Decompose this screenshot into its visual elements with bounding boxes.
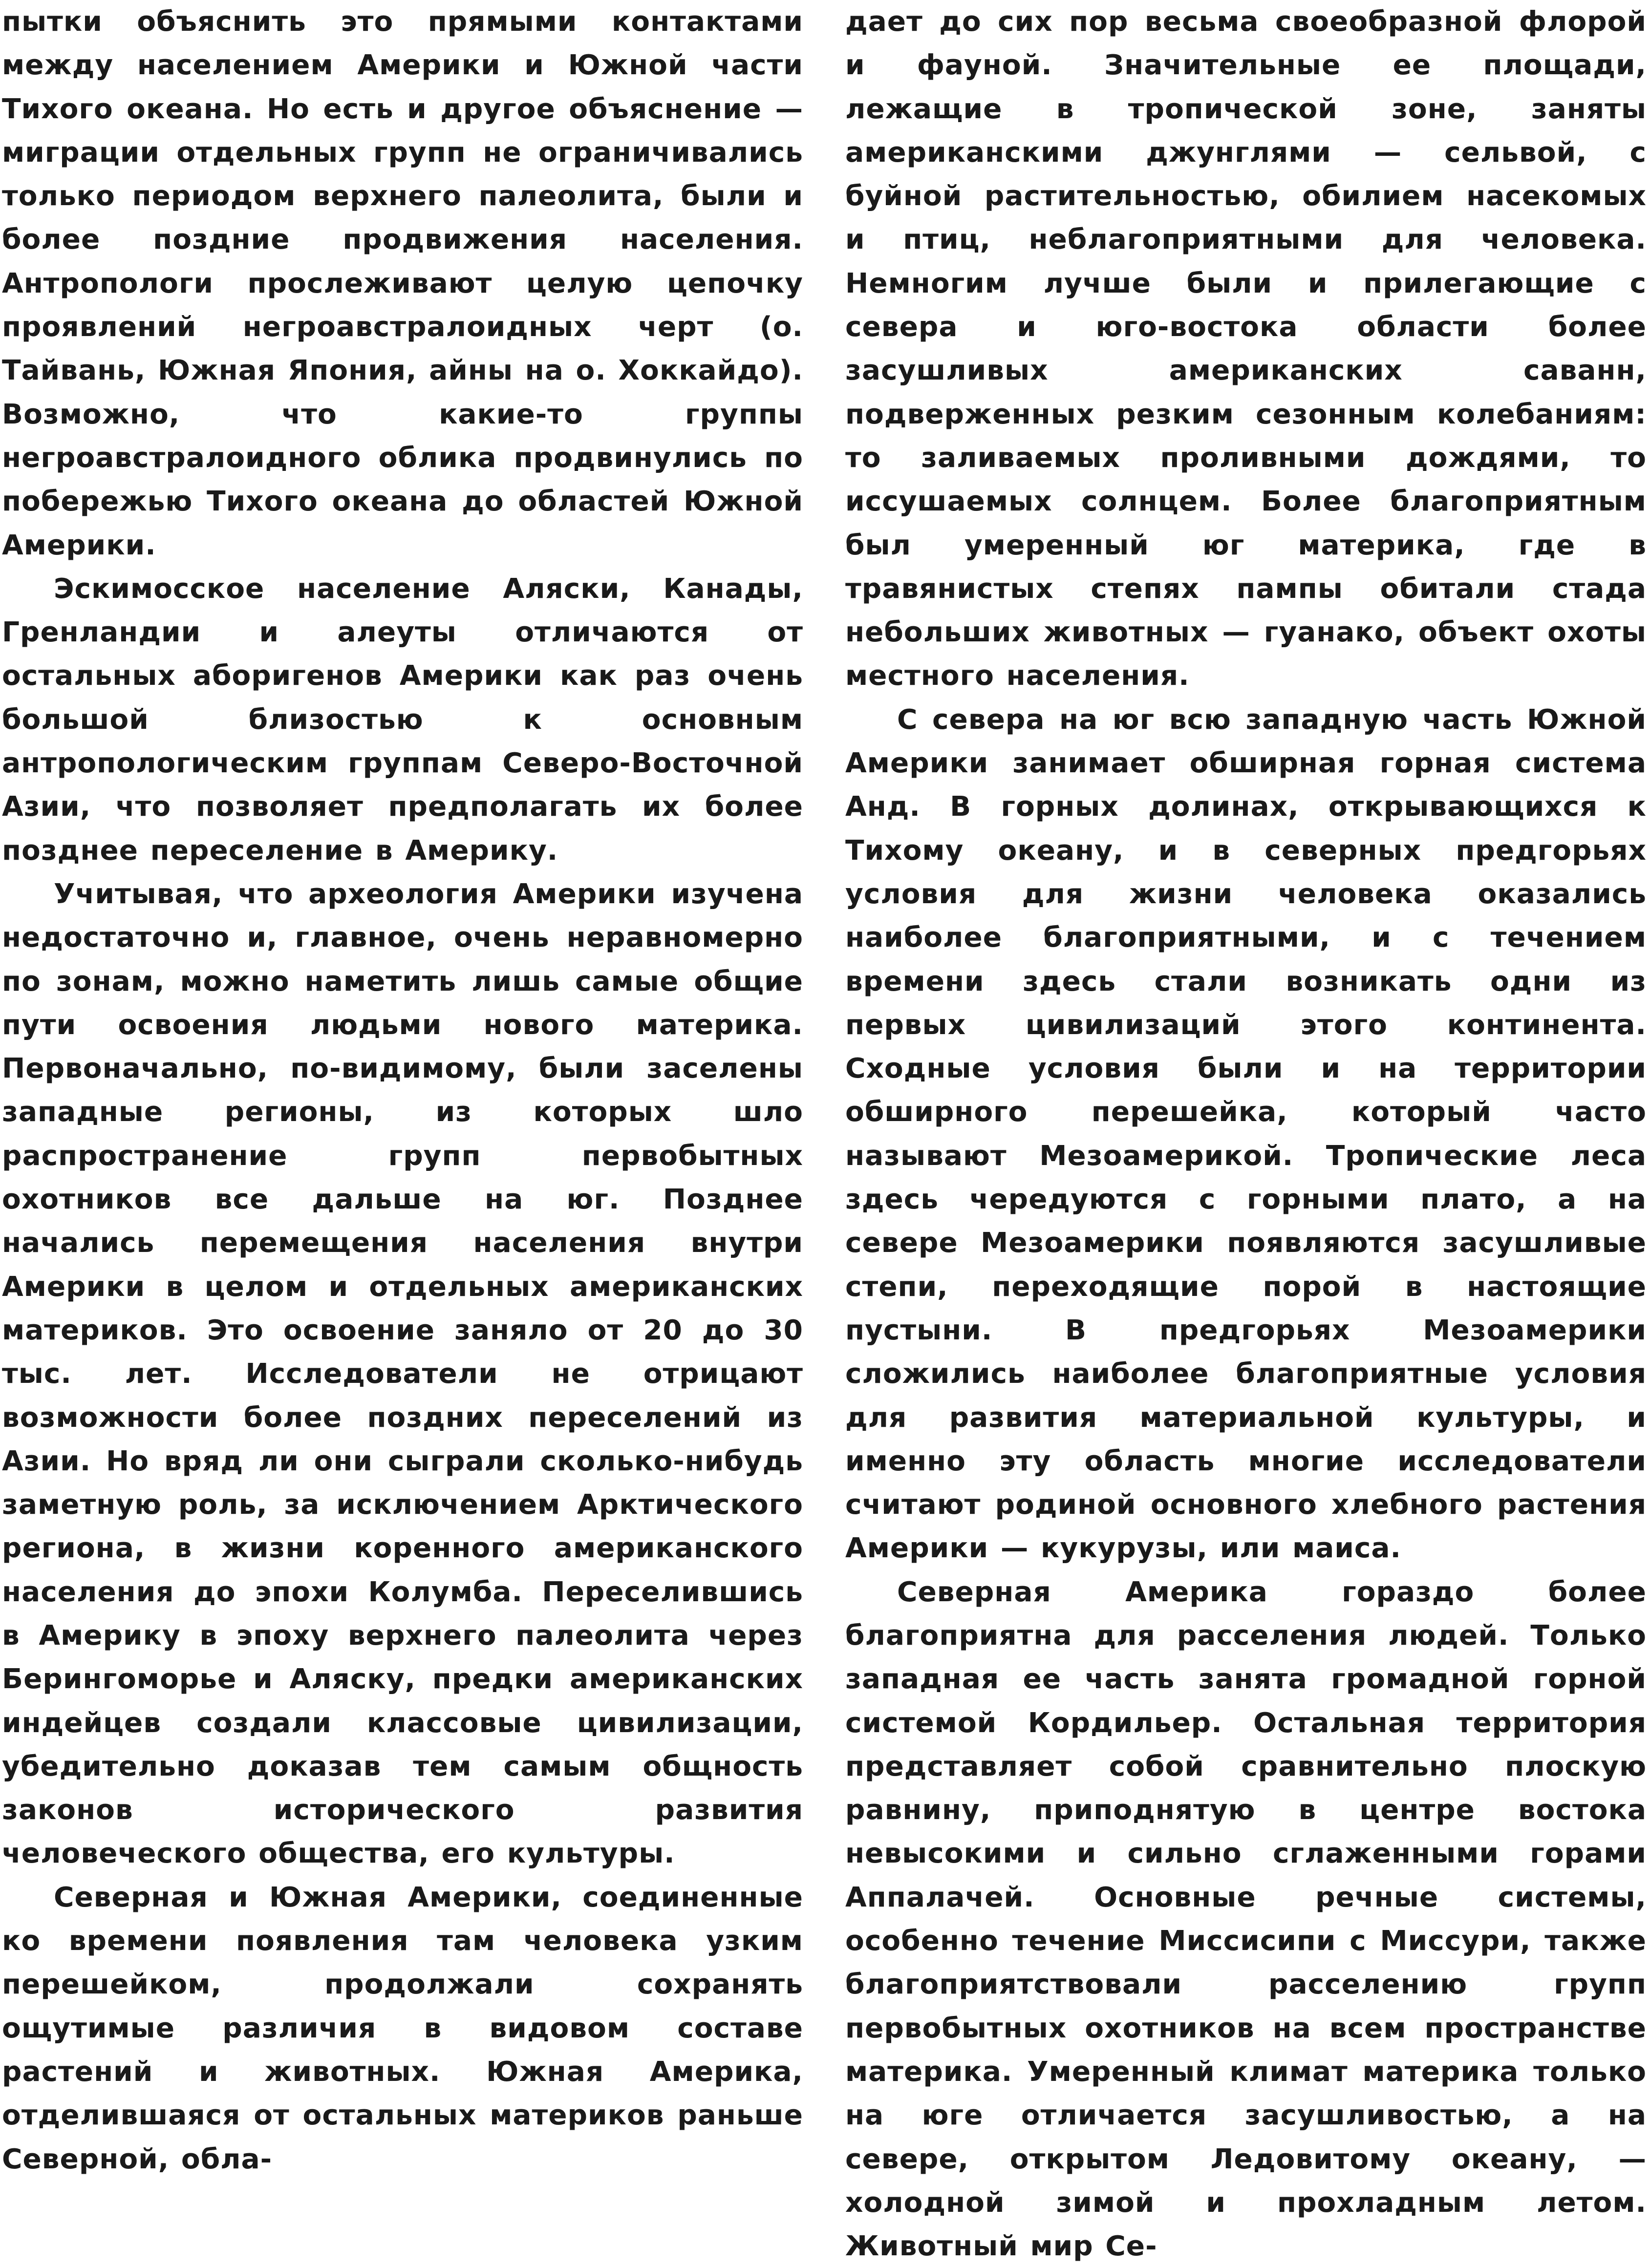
paragraph: пытки объяснить это прямыми контактами между населением Америки и Южной части Тихого океана. Но есть и другое объяснение — миграции отдельных групп не ограничивались только периодом верхнего палеолита, были и более поздние продвижения населения. Антропологи прослеживают целую цепочку проявлений негроавстралоидных черт (о. Тайвань, Южная Япония, айны на о. Хоккайдо). Возможно, что какие-то группы негроавстралоидного облика продвинулись по побережью Тихого океана до областей Южной Америки. bbox=[2, 6, 803, 561]
right-text-column bbox=[845, 0, 1647, 2268]
paragraph: Учитывая, что археология Америки изучена недостаточно и, главное, очень неравномерно по зонам, можно наметить лишь самые общие пути освоения людьми нового материка. Первоначально, по-видимому, были заселены западные регионы, из которых шло распространение групп первобытных охотников все дальше на юг. Позднее начались перемещения населения внутри Америки в целом и отдельных американских материков. Это освоение заняло от 20 до 30 тыс. лет. Исследователи не отрицают возможности более поздних переселений из Азии. Но вряд ли они сыграли сколько-нибудь заметную роль, за исключением Арктического региона, в жизни коренного американского населения до эпохи Колумба. Переселившись в Америку в эпоху верхнего палеолита через Берингоморье и Аляску, предки американских индейцев создали классовые цивилизации, убедительно доказав тем самым общность законов исторического развития человеческого общества, его культуры. bbox=[2, 878, 803, 1870]
paragraph: Северная и Южная Америки, соединенные ко времени появления там человека узким перешейком, продолжали сохранять ощутимые различия в видовом составе растений и животных. Южная Америка, отделившаяся от остальных материков раньше Северной, обла- bbox=[2, 1881, 803, 2175]
paragraph: С севера на юг всю западную часть Южной Америки занимает обширная горная система Анд. В горных долинах, открывающихся к Тихому океану, и в северных предгорьях условия для жизни человека оказались наиболее благоприятными, и с течением времени здесь стали возникать одни из первых цивилизаций этого континента. Сходные условия были и на территории обширного перешейка, который часто называют Мезоамерикой. Тропические леса здесь чередуются с горными плато, а на севере Мезоамерики появляются засушливые степи, переходящие порой в настоящие пустыни. В предгорьях Мезоамерики сложились наиболее благоприятные условия для развития материальной культуры, и именно эту область многие исследователи считают родиной основного хлебного растения Америки — кукурузы, или маиса. bbox=[845, 703, 1647, 1565]
paragraph: дает до сих пор весьма своеобразной флорой и фауной. Значительные ее площади, лежащие в тропической зоне, заняты американскими джунглями — сельвой, с буйной растительностью, обилием насекомых и птиц, неблагоприятными для человека. Немногим лучше были и прилегающие с севера и юго-востока области более засушливых американских саванн, подверженных резким сезонным колебаниям: то заливаемых проливными дождями, то иссушаемых солнцем. Более благоприятным был умеренный юг материка, где в травянистых степях пампы обитали стада небольших животных — гуанако, объект охоты местного населения. bbox=[845, 6, 1647, 692]
left-text-column bbox=[2, 0, 803, 2181]
paragraph: Северная Америка гораздо более благоприятна для расселения людей. Только западная ее часть занята громадной горной системой Кордильер. Остальная территория представляет собой сравнительно плоскую равнину, приподнятую в центре востока невысокими и сильно сглаженными горами Аппалачей. Основные речные системы, особенно течение Миссисипи с Миссури, также благоприятствовали расселению групп первобытных охотников на всем пространстве материка. Умеренный климат материка только на юге отличается засушливостью, а на севере, открытом Ледовитому океану, — холодной зимой и прохладным летом. Животный мир Се- bbox=[845, 1576, 1647, 2263]
paragraph: Эскимосское население Аляски, Канады, Гренландии и алеуты отличаются от остальных аборигенов Америки как раз очень большой близостью к основным антропологическим группам Северо-Восточной Азии, что позволяет предполагать их более позднее переселение в Америку. bbox=[2, 572, 803, 867]
